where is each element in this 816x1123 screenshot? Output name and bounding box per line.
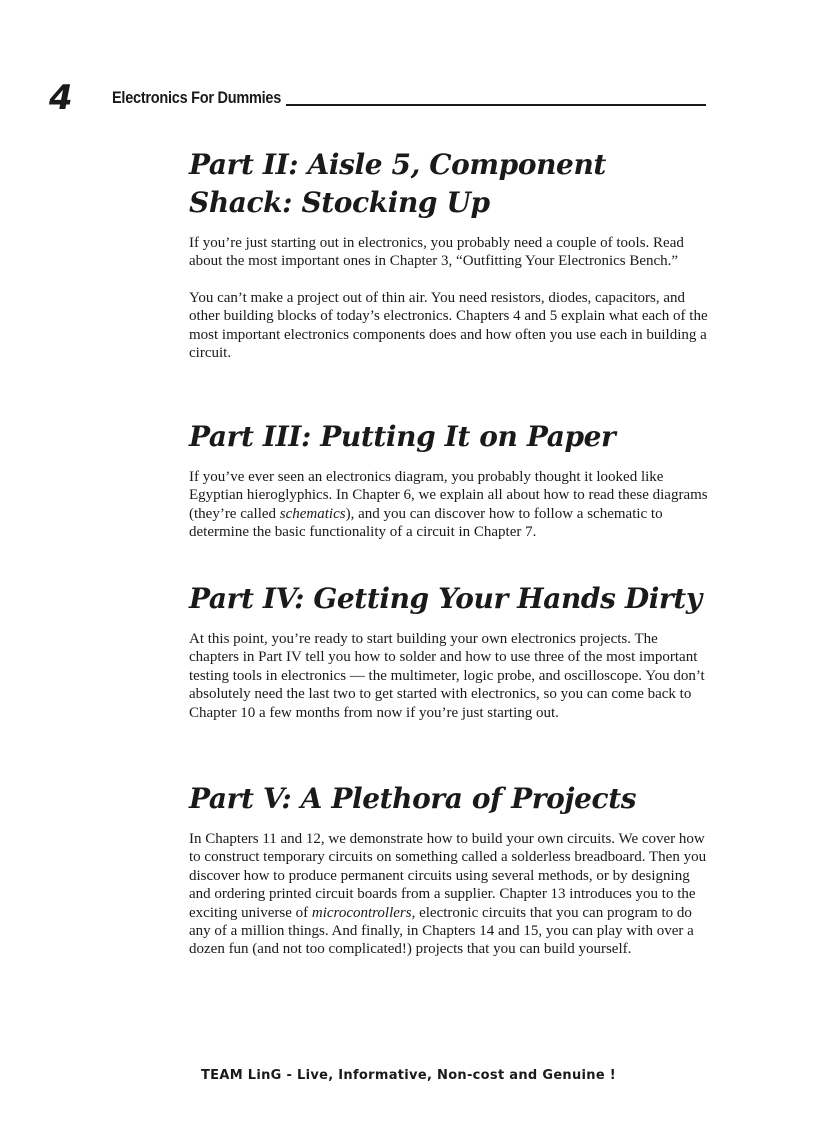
paragraph: If you’re just starting out in electronics, you probably need a couple of tools. Read about the most important ones in Chapter 3, “Outfitting Your Electronics Bench.” — [189, 235, 684, 270]
footer-watermark: TEAM LinG - Live, Informative, Non-cost and Genuine ! — [201, 1068, 617, 1083]
section-heading: Part II: Aisle 5, Component Shack: Stocking Up — [189, 148, 606, 219]
paragraph — [189, 830, 709, 959]
emphasis: schematics — [279, 505, 346, 522]
section-part-iv — [189, 580, 709, 722]
section-part-ii — [189, 146, 709, 362]
running-title: Electronics For Dummies — [112, 89, 282, 107]
running-header — [112, 88, 706, 108]
section-part-iii — [189, 418, 709, 542]
page-number: 4 — [49, 78, 73, 118]
section-heading: Part III: Putting It on Paper — [189, 420, 616, 453]
header-rule — [286, 104, 706, 106]
text-run: If you’ve ever seen an electronics diagram, you probably thought it looked like Egyptian hieroglyphics. In Chapter 6, we explain all about how to read these diagrams (they’re called — [189, 469, 708, 522]
text-run: In Chapters 11 and 12, we demonstrate how to build your own circuits. We cover how to construct temporary circuits on something called a solderless breadboard. Then you discover how to produce permanent circuits using several methods, or by designing and ordering printed circuit boards from a supplier. Chapter 13 introduces you to the exciting universe of — [189, 831, 707, 921]
section-heading: Part IV: Getting Your Hands Dirty — [189, 582, 702, 615]
paragraph — [189, 468, 709, 542]
paragraph: You can’t make a project out of thin air. You need resistors, diodes, capacitors, and other building blocks of today’s electronics. Chapters 4 and 5 explain what each of the most important electronics components does and how often you use each in building a circuit. — [189, 289, 708, 362]
section-heading: Part V: A Plethora of Projects — [189, 782, 637, 815]
emphasis: microcontrollers, — [311, 904, 416, 921]
paragraph: At this point, you’re ready to start building your own electronics projects. The chapters in Part IV tell you how to solder and how to use three of the most important testing tools in electronics — the multimeter, logic probe, and oscilloscope. You don’t absolutely need the last two to get started with electronics, so you can come back to Chapter 10 a few months from now if you’re just starting out. — [189, 631, 705, 721]
section-part-v — [189, 780, 709, 959]
text-run: ), and you can discover how to follow a schematic to determine the basic functionality of a circuit in Chapter 7. — [189, 505, 663, 541]
text-run: electronic circuits that you can program to do any of a million things. And finally, in Chapters 14 and 15, you can play with over a dozen fun (and not too complicated!) projects that you can build yourself. — [189, 904, 694, 958]
